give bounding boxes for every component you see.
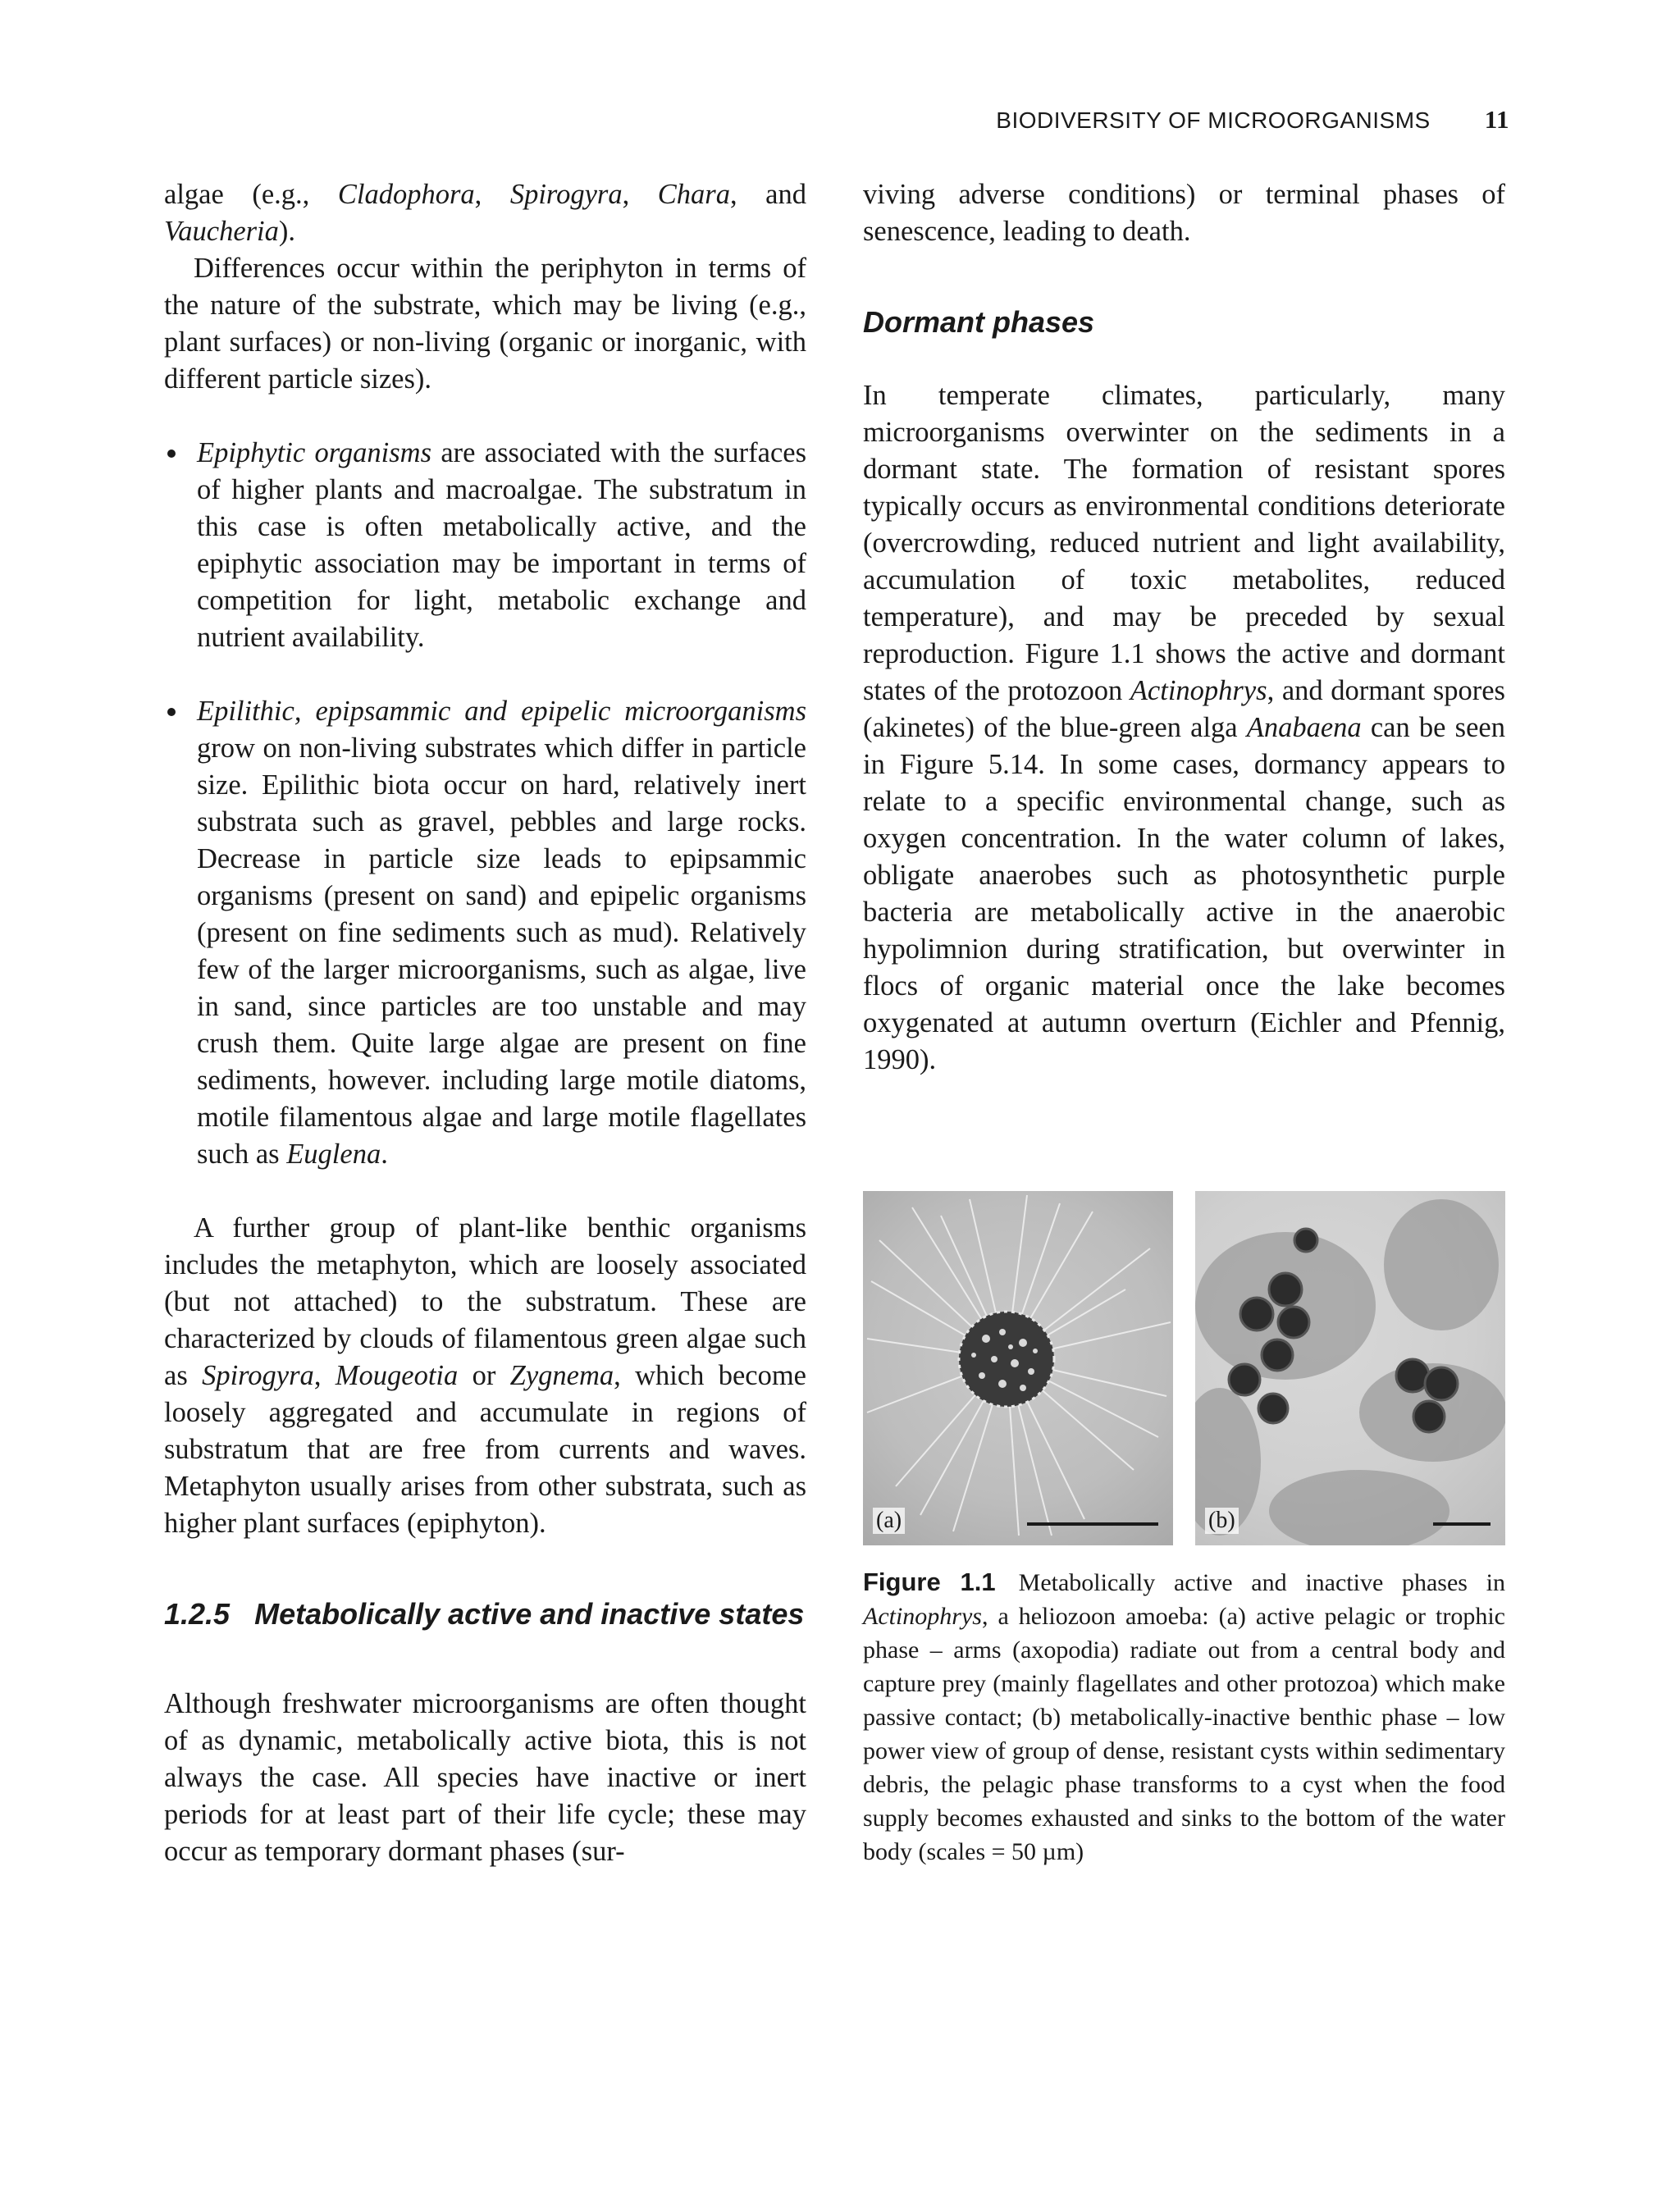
figure-caption: Figure 1.1 Metabolically active and inactive phases in Actinophrys, a heliozoon amoeba: (a) active pelagic or trophic phase – arms (axopodia) radiate out from a central body and capture prey (mainly flagellates and other protozoa) which make passive contact; (b) metabolically-inactive benthic phase – low power view of group of dense, resistant cysts within sedimentary debris, the pelagic phase transforms to a cyst when the food supply becomes exhausted and sinks to the bottom of the water body (scales = 50 µm) bbox=[863, 1568, 1506, 1865]
section-title: Metabolically active and inactive states bbox=[254, 1597, 805, 1631]
right-column bbox=[863, 176, 1505, 1079]
page-number: 11 bbox=[1484, 105, 1509, 134]
paragraph-periphyton-differences: Differences occur within the periphyton in terms of the nature of the substrate, which may be living (e.g., plant surfaces) or non-living (organic or inorganic, with different particle sizes). bbox=[164, 253, 806, 395]
figure-label: Figure 1.1 bbox=[863, 1568, 996, 1596]
paragraph-dormant-phases: In temperate climates, particularly, many microorganisms overwinter on the sediments in a dormant state. The formation of resistant spores typically occurs as environmental conditions deteriorate (overcrowding, reduced nutrient and light availability, accumulation of toxic metabolites, reduced temperature), and may be preceded by sexual reproduction. Figure 1.1 shows the active and dormant states of the protozoon Actinophrys, and dormant spores (akinetes) of the blue-green alga Anabaena can be seen in Figure 5.14. In some cases, dormancy appears to relate to a specific environmental change, such as oxygen concentration. In the water column of lakes, obligate anaerobes such as photosynthetic purple bacteria are metabolically active in the anaerobic hypolimnion during stratification, but overwinter in flocs of organic material once the lake becomes oxygenated at autumn overturn (Eichler and Pfennig, 1990). bbox=[863, 380, 1505, 1075]
scale-bar-a bbox=[1027, 1522, 1158, 1526]
paragraph-inactive-periods: Although freshwater microorganisms are often thought of as dynamic, metabolically active biota, this is not always the case. All species have inactive or inert periods for at least part of their life cycle; these may occur as temporary dormant phases (sur- bbox=[164, 1688, 806, 1867]
panel-label-b: (b) bbox=[1205, 1508, 1239, 1534]
paragraph-algae-examples: algae (e.g., Cladophora, Spirogyra, Chara, and Vaucheria). bbox=[164, 179, 806, 247]
section-number: 1.2.5 bbox=[164, 1597, 231, 1631]
subheading-dormant-phases: Dormant phases bbox=[863, 305, 1095, 339]
scale-bar-b bbox=[1433, 1522, 1491, 1526]
running-head-title: BIODIVERSITY OF MICROORGANISMS bbox=[996, 107, 1431, 133]
bullet-epilithic: Epilithic, epipsammic and epipelic microorganisms grow on non-living substrates which differ in particle size. Epilithic biota occur on hard, relatively inert substrata such as gravel, pebbles and large rocks. Decrease in particle size leads to epipsammic organisms (present on sand) and epipelic organisms (present on fine sediments such as mud). Relatively few of the larger microorganisms, such as algae, live in sand, since particles are too unstable and may crush them. Quite large algae are present on fine sediments, however. including large motile diatoms, motile filamentous algae and large motile flagellates such as Euglena. bbox=[164, 693, 806, 1173]
heliozoon-illustration bbox=[863, 1191, 1173, 1545]
cysts-illustration bbox=[1195, 1191, 1505, 1545]
section-heading bbox=[164, 1595, 806, 1632]
bullet-list bbox=[164, 435, 806, 1173]
bullet-epiphytic: Epiphytic organisms are associated with the surfaces of higher plants and macroalgae. The substratum in this case is often metabolically active, and the epiphytic association may be important in terms of competition for light, metabolic exchange and nutrient availability. bbox=[164, 435, 806, 656]
figure-1-1 bbox=[863, 1191, 1505, 1869]
paragraph-metaphyton: A further group of plant-like benthic organisms includes the metaphyton, which are loosely associated (but not attached) to the substratum. These are characterized by clouds of filamentous green algae such as Spirogyra, Mougeotia or Zygnema, which become loosely aggregated and accumulate in regions of substratum that are free from currents and waves. Metaphyton usually arises from other substrata, such as higher plant surfaces (epiphyton). bbox=[164, 1212, 806, 1539]
running-head bbox=[968, 105, 1509, 135]
panel-label-a: (a) bbox=[873, 1508, 905, 1534]
micrograph-inactive-phase bbox=[1195, 1191, 1505, 1545]
left-column bbox=[164, 176, 806, 1870]
paragraph-senescence: viving adverse conditions) or terminal phases of senescence, leading to death. bbox=[863, 179, 1505, 247]
micrograph-active-phase bbox=[863, 1191, 1173, 1545]
